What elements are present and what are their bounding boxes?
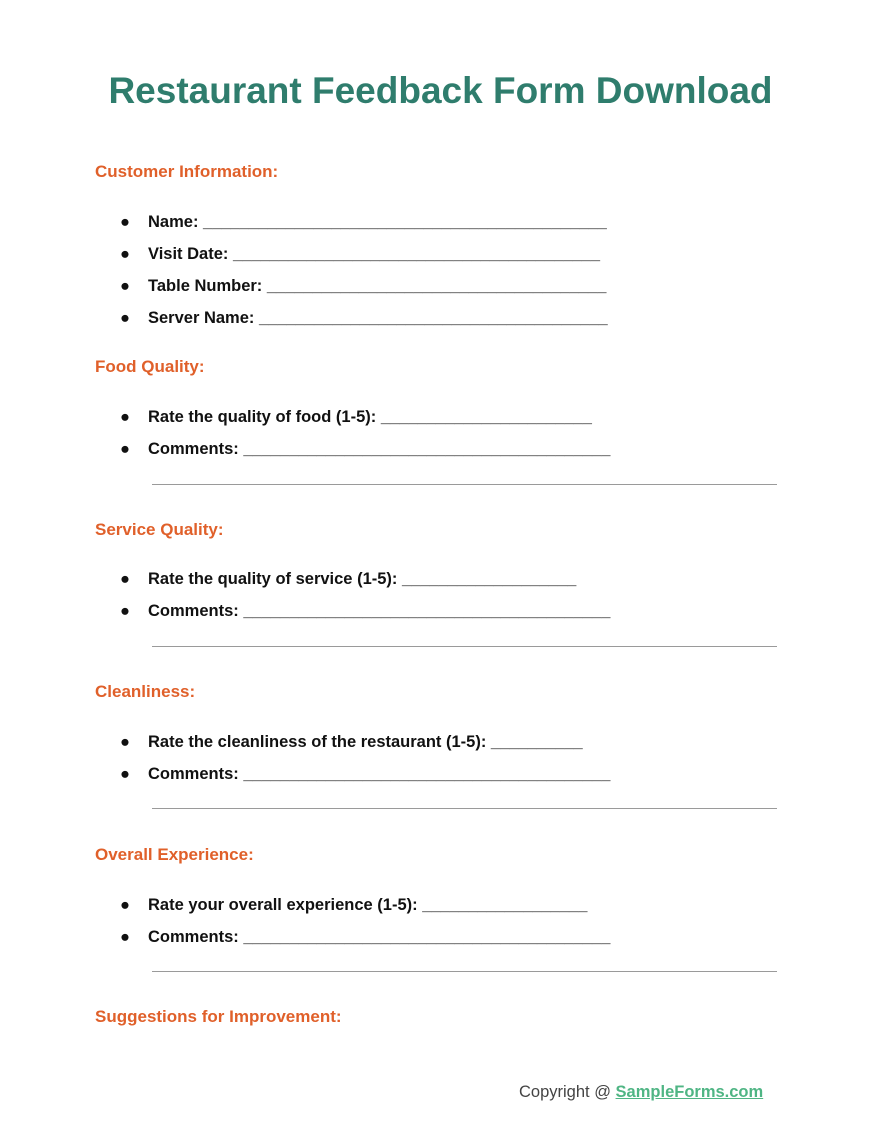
list-item-overall-rating <box>120 895 587 915</box>
brand-link[interactable]: SampleForms.com <box>615 1083 764 1101</box>
bullet-icon: ● <box>120 570 130 588</box>
list-item-food-comments <box>120 439 610 459</box>
divider <box>152 971 777 972</box>
bullet-icon: ● <box>120 602 130 620</box>
bullet-icon: ● <box>120 277 130 295</box>
list-item-text: Rate the cleanliness of the restaurant (1-5): __________ <box>148 733 583 751</box>
list-item-service-comments <box>120 601 610 621</box>
list-item-text: Comments: ________________________________________ <box>148 765 611 783</box>
divider <box>152 808 777 809</box>
list-item-service-rating <box>120 569 576 589</box>
list-item-table-number <box>120 276 606 296</box>
section-heading-suggestions: Suggestions for Improvement: <box>95 1007 342 1026</box>
list-item-text: Visit Date: ________________________________________ <box>148 245 601 263</box>
bullet-icon: ● <box>120 408 130 426</box>
bullet-icon: ● <box>120 309 130 327</box>
bullet-icon: ● <box>120 733 130 751</box>
list-item-text: Comments: ________________________________________ <box>148 928 611 946</box>
copyright-footer <box>519 1083 763 1102</box>
bullet-icon: ● <box>120 928 130 946</box>
list-item-name <box>120 212 607 232</box>
section-heading-overall-experience: Overall Experience: <box>95 845 254 864</box>
list-item-food-rating <box>120 407 592 427</box>
list-item-cleanliness-rating <box>120 732 583 752</box>
list-item-server-name <box>120 308 608 328</box>
list-item-text: Rate the quality of food (1-5): _______________________ <box>148 408 592 426</box>
list-item-overall-comments <box>120 927 610 947</box>
list-item-text: Comments: ________________________________________ <box>148 602 611 620</box>
list-item-text: Rate the quality of service (1-5): ___________________ <box>148 570 577 588</box>
section-heading-cleanliness: Cleanliness: <box>95 682 196 701</box>
bullet-icon: ● <box>120 440 130 458</box>
bullet-icon: ● <box>120 245 130 263</box>
list-item-text: Comments: ________________________________________ <box>148 440 611 458</box>
list-item-text: Server Name: ______________________________________ <box>148 309 608 327</box>
list-item-cleanliness-comments <box>120 764 610 784</box>
copyright-prefix: Copyright @ <box>519 1083 616 1101</box>
section-heading-service-quality: Service Quality: <box>95 520 224 539</box>
section-heading-customer-information: Customer Information: <box>95 162 279 181</box>
divider <box>152 646 777 647</box>
list-item-text: Table Number: _____________________________________ <box>148 277 607 295</box>
bullet-icon: ● <box>120 896 130 914</box>
divider <box>152 484 777 485</box>
page-title: Restaurant Feedback Form Download <box>108 70 773 111</box>
list-item-text: Name: ____________________________________________ <box>148 213 607 231</box>
list-item-visit-date <box>120 244 600 264</box>
list-item-text: Rate your overall experience (1-5): __________________ <box>148 896 588 914</box>
bullet-icon: ● <box>120 765 130 783</box>
bullet-icon: ● <box>120 213 130 231</box>
section-heading-food-quality: Food Quality: <box>95 357 205 376</box>
